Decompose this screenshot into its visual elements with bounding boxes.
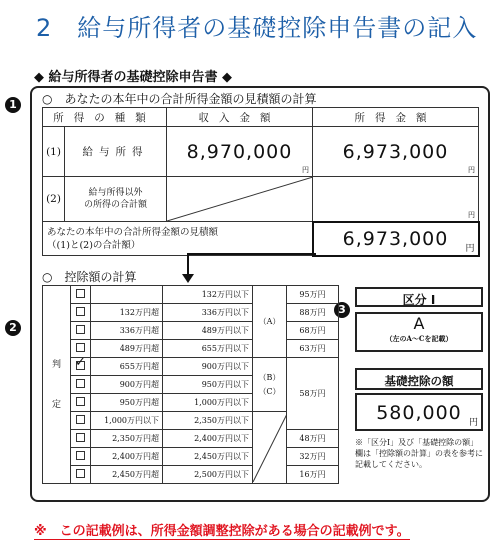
- marker-1: 1: [5, 97, 21, 113]
- marker-2: 2: [5, 320, 21, 336]
- row2-income-cell: [167, 177, 313, 222]
- form-heading: ◆ 給与所得者の基礎控除申告書 ◆: [34, 70, 233, 85]
- row2-amount-cell[interactable]: [313, 177, 479, 222]
- row1-amount-unit: 円: [468, 166, 475, 174]
- checkbox-icon: [76, 397, 85, 406]
- header-income: 収入金額: [167, 108, 313, 127]
- total-amount-unit: 円: [465, 243, 475, 254]
- total-label-line1: あなたの本年中の合計所得金額の見積額: [47, 226, 219, 238]
- merged-amount: 58万円: [287, 358, 339, 430]
- row-checkbox[interactable]: [71, 412, 91, 430]
- category-value-box[interactable]: [355, 312, 483, 352]
- row-checkbox[interactable]: [71, 466, 91, 484]
- deduction-amount-box[interactable]: [355, 393, 483, 431]
- footer-note: ※ この記載例は、所得金額調整控除がある場合の記載例です。: [34, 520, 410, 540]
- row-from: 900万円超: [91, 376, 163, 394]
- check-mark-icon: ✓: [75, 355, 86, 370]
- checkbox-icon: [76, 307, 85, 316]
- deduction-row: [43, 358, 339, 376]
- row2-num: (2): [43, 177, 65, 222]
- group-slash: [253, 412, 287, 484]
- row-checkbox[interactable]: [71, 448, 91, 466]
- row-to: 2,500万円以下: [163, 466, 253, 484]
- category-value: A: [413, 314, 425, 333]
- group-c: （C）: [258, 386, 281, 396]
- row-to: 2,400万円以下: [163, 430, 253, 448]
- row1-income-cell[interactable]: [167, 127, 313, 177]
- judge-label-2: 定: [51, 399, 61, 410]
- category-title: 区分 I: [402, 293, 436, 307]
- checkbox-icon: [76, 469, 85, 478]
- row1-income-value: 8,970,000: [186, 140, 293, 163]
- row1-income-unit: 円: [302, 166, 309, 174]
- deduction-row: [43, 466, 339, 484]
- header-type: 所得の種類: [43, 108, 167, 127]
- flow-arrow-icon: [180, 250, 320, 284]
- income-table-header: [43, 108, 479, 127]
- category-note: （左のA～Cを記載）: [385, 334, 453, 343]
- row-checkbox[interactable]: [71, 355, 91, 376]
- row1-label: 給与所得: [65, 127, 167, 177]
- section2-title: ○ 控除額の計算: [42, 270, 137, 284]
- row-from: 2,450万円超: [91, 466, 163, 484]
- header-amount: 所得金額: [313, 108, 479, 127]
- group-a: （A）: [253, 286, 287, 358]
- row-to: 1,000万円以下: [163, 394, 253, 412]
- row2-label-line1: 給与所得以外: [88, 188, 143, 198]
- checkbox-icon: [76, 415, 85, 424]
- row-amount: 88万円: [287, 304, 339, 322]
- checkbox-icon: [76, 289, 85, 298]
- row-to: 2,350万円以下: [163, 412, 253, 430]
- group-b: （B）: [258, 372, 281, 382]
- deduction-unit: 円: [468, 418, 478, 428]
- row1-amount-cell[interactable]: [313, 127, 479, 177]
- row-to: 900万円以下: [163, 358, 253, 376]
- checkbox-icon: [76, 343, 85, 352]
- row-from: 489万円超: [91, 340, 163, 358]
- total-amount-cell[interactable]: [313, 222, 479, 256]
- row-from: 336万円超: [91, 322, 163, 340]
- row-checkbox[interactable]: [71, 394, 91, 412]
- deduction-title-box: [355, 368, 483, 390]
- row-to: 336万円以下: [163, 304, 253, 322]
- footnote: ※「区分Ⅰ」及び「基礎控除の額」欄は「控除額の計算」の表を参考に記載してください。: [355, 438, 483, 469]
- row-to: 950万円以下: [163, 376, 253, 394]
- row1-num: (1): [43, 127, 65, 177]
- row-from: 1,000万円以下: [91, 412, 163, 430]
- deduction-row: [43, 430, 339, 448]
- deduction-title: 基礎控除の額: [384, 374, 454, 388]
- row-checkbox[interactable]: [71, 430, 91, 448]
- row-amount: 63万円: [287, 340, 339, 358]
- row-from: 950万円超: [91, 394, 163, 412]
- deduction-row: [43, 286, 339, 304]
- row-from: 132万円超: [91, 304, 163, 322]
- row-from: [91, 286, 163, 304]
- deduction-row: [43, 448, 339, 466]
- deduction-table: [42, 285, 339, 484]
- deduction-row: [43, 304, 339, 322]
- group-bc: [253, 358, 287, 412]
- row-to: 2,450万円以下: [163, 448, 253, 466]
- row-salary: [43, 127, 479, 177]
- group-slash-line: [253, 414, 287, 482]
- income-table: [42, 107, 480, 257]
- row-amount: 48万円: [287, 430, 339, 448]
- deduction-row: [43, 322, 339, 340]
- row1-amount-value: 6,973,000: [342, 140, 449, 163]
- row-from: 655万円超: [91, 358, 163, 376]
- total-amount-value: 6,973,000: [342, 227, 449, 250]
- section1-title: ○ あなたの本年中の合計所得金額の見積額の計算: [42, 92, 317, 106]
- category-title-box: [355, 287, 483, 307]
- row-checkbox[interactable]: [71, 286, 91, 304]
- row-amount: 16万円: [287, 466, 339, 484]
- row-amount: 32万円: [287, 448, 339, 466]
- row-checkbox[interactable]: [71, 322, 91, 340]
- row-checkbox[interactable]: [71, 304, 91, 322]
- row2-amount-unit: 円: [468, 210, 475, 219]
- row-to: 489万円以下: [163, 322, 253, 340]
- row-from: 2,400万円超: [91, 448, 163, 466]
- row2-label: [65, 177, 167, 222]
- judge-label-1: 判: [51, 359, 61, 370]
- deduction-amount: 580,000: [376, 402, 462, 424]
- row-to: 655万円以下: [163, 340, 253, 358]
- row-to: 132万円以下: [163, 286, 253, 304]
- row-other-income: [43, 177, 479, 222]
- checkbox-icon: [76, 451, 85, 460]
- row-checkbox[interactable]: [71, 376, 91, 394]
- row-amount: 68万円: [287, 322, 339, 340]
- deduction-row: [43, 340, 339, 358]
- total-label-line2: （(1)と(2)の合計額）: [47, 239, 141, 251]
- marker-3: 3: [334, 302, 350, 318]
- row2-label-line2: の所得の合計額: [83, 200, 147, 210]
- judge-label: [43, 286, 71, 484]
- checkbox-icon: [76, 325, 85, 334]
- checkbox-icon: [76, 379, 85, 388]
- row-from: 2,350万円超: [91, 430, 163, 448]
- row-amount: 95万円: [287, 286, 339, 304]
- page-title: 2 給与所得者の基礎控除申告書の記入: [36, 14, 478, 42]
- checkbox-icon: [76, 433, 85, 442]
- row2-slash: [167, 177, 313, 221]
